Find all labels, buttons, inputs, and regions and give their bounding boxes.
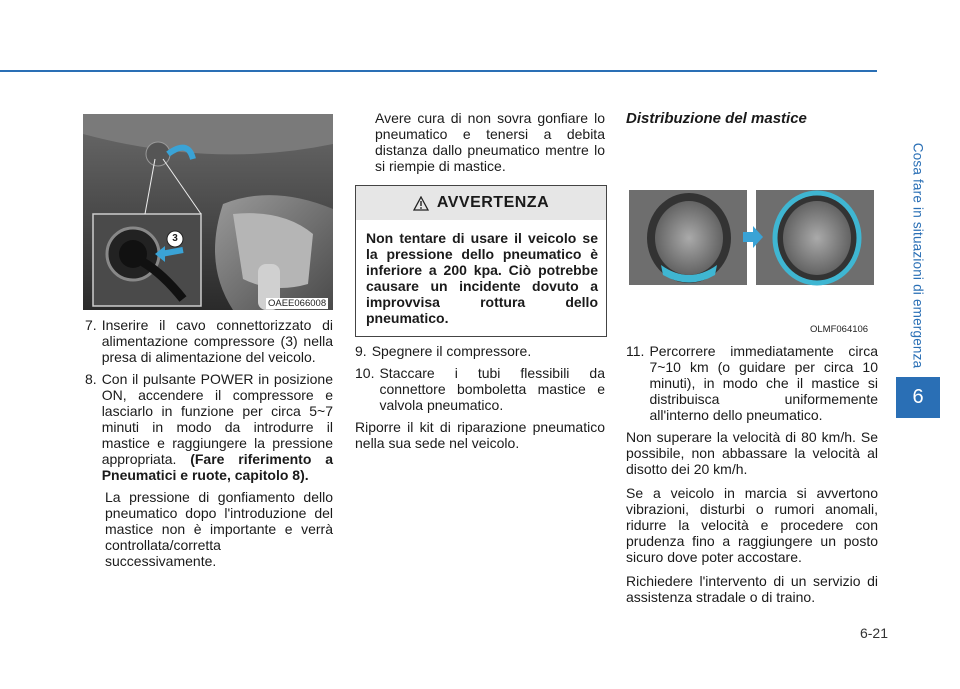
sealant-distribution-figure [627,140,877,336]
column-1 [85,317,333,577]
step-10: 10. Staccare i tubi flessibili da connettore bomboletta mastice e valvola pneumatico. [355,365,605,413]
step-7: 7. Inserire il cavo connettorizzato di alimentazione compressore (3) nella presa di alimentazione del veicolo. [85,317,333,365]
compressor-plug-figure [83,114,333,310]
chapter-number: 6 [912,386,924,408]
column-2 [355,110,605,182]
assistance-paragraph: Richiedere l'intervento di un servizio di assistenza stradale o di traino. [626,573,878,605]
warning-text: Non tentare di usare il veicolo se la pressione dello pneumatico è inferiore a 200 kpa. Ciò potrebbe causare un incidente dovuto a improvvisa rottura dello pneumatico. [366,230,598,326]
step-11: 11. Percorrere immediatamente circa 7~10 km (o guidare per circa 10 minuti), in modo che il mastice si distribuisca uniformemente all'interno dello pneumatico. [626,343,878,423]
warning-box [355,185,607,337]
car-console-illustration [83,114,333,310]
chapter-tab[interactable] [896,377,940,418]
closing-paragraph: Riporre il kit di riparazione pneumatico nella sua sede nel veicolo. [355,419,605,451]
step-9: 9. Spegnere il compressore. [355,343,532,359]
note-paragraph: La pressione di gonfiamento dello pneumatico dopo l'introduzione del mastice non è importante e verrà controllata/corretta successivamente. [105,489,333,569]
column-3 [626,343,878,613]
intro-paragraph: Avere cura di non sovra gonfiare lo pneumatico e tenersi a debita distanza dallo pneumatico mentre lo si riempie di mastice. [375,110,605,174]
section-heading: Distribuzione del mastice [626,110,807,127]
page-number: 6-21 [859,625,888,641]
tire-illustration [627,140,877,336]
step-8: 8. Con il pulsante POWER in posizione ON, accendere il compressore e lasciarlo in funzione per circa 5~7 minuti in modo da introdurre il mastice e raggiungere la pressione appropriata. (Fare riferimento a Pneumatici e ruote, capitolo 8). [85,371,333,483]
header-rule [0,70,877,72]
column-2-lower [355,343,605,459]
vibration-paragraph: Se a veicolo in marcia si avvertono vibrazioni, disturbi o rumori anomali, ridurre la velocità e procedere con prudenza fino a raggiungere un posto sicuro dove poter accostare. [626,485,878,565]
section-title-vertical: Cosa fare in situazioni di emergenza [910,142,926,369]
step-8-reference: (Fare riferimento a Pneumatici e ruote, capitolo 8). [101,451,333,483]
speed-paragraph: Non superare la velocità di 80 km/h. Se possibile, non abbassare la velocità al disotto dei 20 km/h. [626,429,878,477]
warning-triangle-icon [413,196,429,211]
figure-code-left: OAEE066008 [268,298,327,309]
callout-3: 3 [172,233,178,244]
figure-code-right: OLMF064106 [810,324,869,335]
warning-title: AVVERTENZA [436,194,550,211]
warning-header [356,186,606,220]
